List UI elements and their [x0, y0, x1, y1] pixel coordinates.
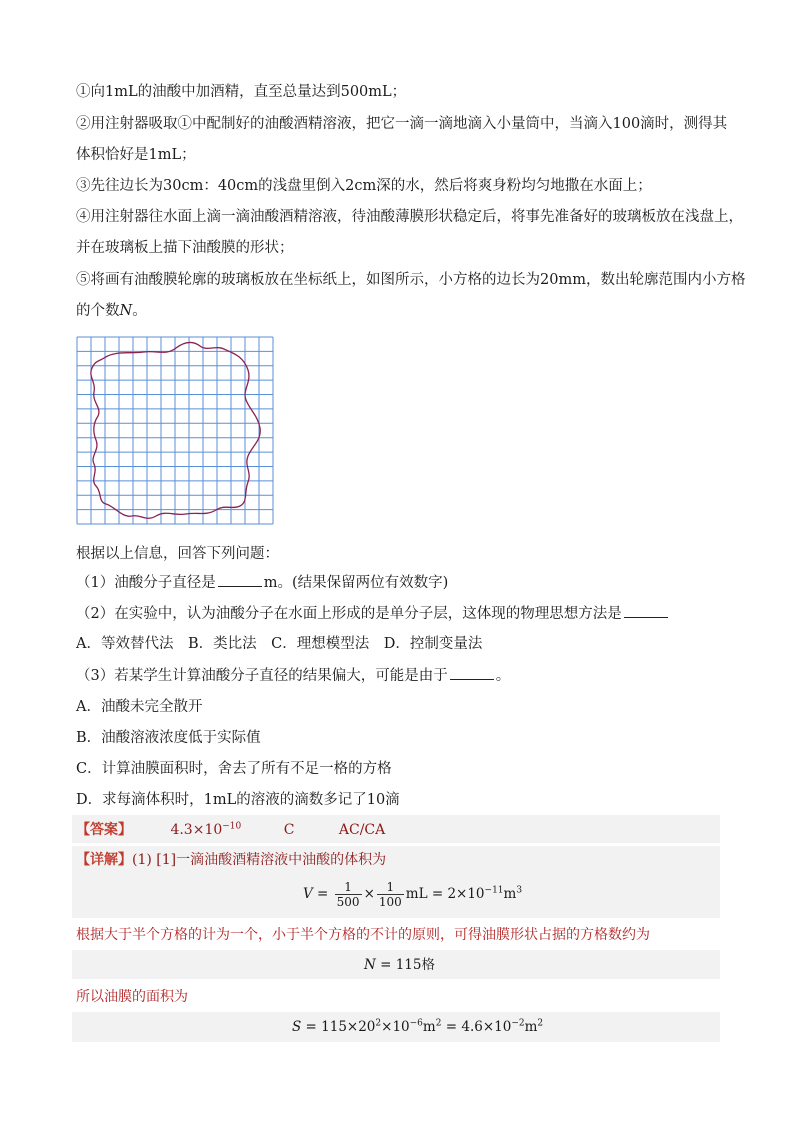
detail-line-3: 所以油膜的面积为 [76, 989, 188, 1005]
step-2-line-2: 体积恰好是1mL； [76, 147, 196, 163]
oil-film-figure [76, 336, 274, 525]
fraction-1 [335, 880, 362, 909]
formula-v-unit: m [503, 886, 517, 902]
fraction-2 [377, 880, 404, 909]
formula-s-part5: m [524, 1019, 538, 1035]
oil-film-outline [91, 342, 260, 518]
question-3-option-a: A．油酸未完全散开 [76, 699, 203, 715]
answer-line [76, 820, 385, 840]
detail-text-1: (1) [1]一滴油酸酒精溶液中油酸的体积为 [132, 852, 387, 868]
question-1-text: （1）油酸分子直径是 [76, 575, 216, 591]
answer-blank-2 [624, 603, 668, 618]
questions-intro: 根据以上信息，回答下列问题： [76, 546, 279, 562]
formula-s-exp3: 2 [435, 1018, 442, 1029]
step-4-line-1: ④用注射器往水面上滴一滴油酸酒精溶液，待油酸薄膜形状稳定后，将事先准备好的玻璃板放在浅盘上， [76, 209, 743, 225]
question-3-option-b: B．油酸溶液浓度低于实际值 [76, 730, 261, 746]
step-4-line-2: 并在玻璃板上描下油酸膜的形状； [76, 240, 294, 256]
question-1 [76, 572, 724, 593]
formula-n-var: N [364, 957, 376, 973]
formula-s-part4: = 4.6×10 [441, 1019, 512, 1035]
question-3 [76, 665, 724, 686]
question-3-option-d: D．求每滴体积时，1mL的溶液的滴数多记了10滴 [76, 792, 400, 808]
coordinate-grid [76, 336, 274, 525]
formula-v-rest: mL = 2×10 [405, 886, 485, 902]
formula-n-rest: = 115格 [375, 957, 435, 973]
question-2-text: （2）在实验中，认为油酸分子在水面上形成的是单分子层，这体现的物理思想方法是 [76, 606, 622, 622]
formula-v-times: × [363, 886, 375, 902]
answer-2: C [283, 822, 295, 838]
detail-line-2: 根据大于半个方格的计为一个，小于半个方格的不计的原则，可得油膜形状占据的方格数约为 [76, 927, 650, 943]
fraction-2-den: 100 [378, 895, 402, 909]
answer-blank-3 [450, 665, 494, 680]
var-n: N [119, 303, 133, 319]
formula-s-var: S [292, 1019, 302, 1035]
answer-label: 【答案】 [76, 822, 132, 838]
question-3-suffix: 。 [495, 668, 511, 684]
answer-1-base: 4.3×10 [170, 822, 223, 838]
formula-s-exp5: 2 [537, 1018, 544, 1029]
formula-s-part3: m [422, 1019, 436, 1035]
detail-line-1 [76, 850, 386, 870]
step-5-line-1: ⑤将画有油酸膜轮廓的玻璃板放在坐标纸上，如图所示，小方格的边长为20mm，数出轮廓范围内小方格 [76, 272, 746, 288]
fraction-1-num: 1 [335, 880, 362, 895]
formula-v-eq: = [312, 886, 333, 902]
question-1-suffix: m。(结果保留两位有效数字) [263, 575, 449, 591]
fraction-1-den: 500 [336, 895, 360, 909]
fraction-2-num: 1 [377, 880, 404, 895]
step-5-post: 。 [132, 303, 147, 319]
step-5-pre: 的个数 [76, 303, 120, 319]
formula-v-var: V [303, 886, 313, 902]
question-2-options: A．等效替代法 B．类比法 C．理想模型法 D．控制变量法 [76, 636, 483, 652]
formula-s-exp1: 2 [375, 1018, 382, 1029]
grid-lines [77, 337, 273, 524]
step-2-line-1: ②用注射器吸取①中配制好的油酸酒精溶液，把它一滴一滴地滴入小量筒中，当滴入100滴时，测得其 [76, 116, 728, 132]
answer-1-exponent: −10 [222, 821, 242, 832]
step-1: ①向1mL的油酸中加酒精，直至总量达到500mL； [76, 84, 407, 100]
detail-label: 【详解】 [76, 852, 132, 868]
formula-s-exp2: −6 [409, 1018, 423, 1029]
answer-3: AC/CA [338, 822, 386, 838]
formula-v-unit-exp: 3 [516, 885, 523, 896]
formula-volume [303, 880, 522, 909]
formula-n [364, 955, 435, 975]
formula-s-part2: ×10 [381, 1019, 410, 1035]
question-2 [76, 603, 724, 624]
formula-s-part1: = 115×20 [301, 1019, 376, 1035]
answer-blank-1 [218, 572, 262, 587]
step-3: ③先往边长为30cm：40cm的浅盘里倒入2cm深的水，然后将爽身粉均匀地撒在水面上； [76, 178, 652, 194]
formula-v-exp: −11 [484, 885, 504, 896]
question-3-option-c: C．计算油膜面积时，舍去了所有不足一格的方格 [76, 761, 392, 777]
answer-1 [170, 822, 241, 838]
step-5-line-2 [76, 301, 724, 321]
question-3-text: （3）若某学生计算油酸分子直径的结果偏大，可能是由于 [76, 668, 448, 684]
formula-area [292, 1017, 543, 1037]
formula-s-exp4: −2 [511, 1018, 525, 1029]
